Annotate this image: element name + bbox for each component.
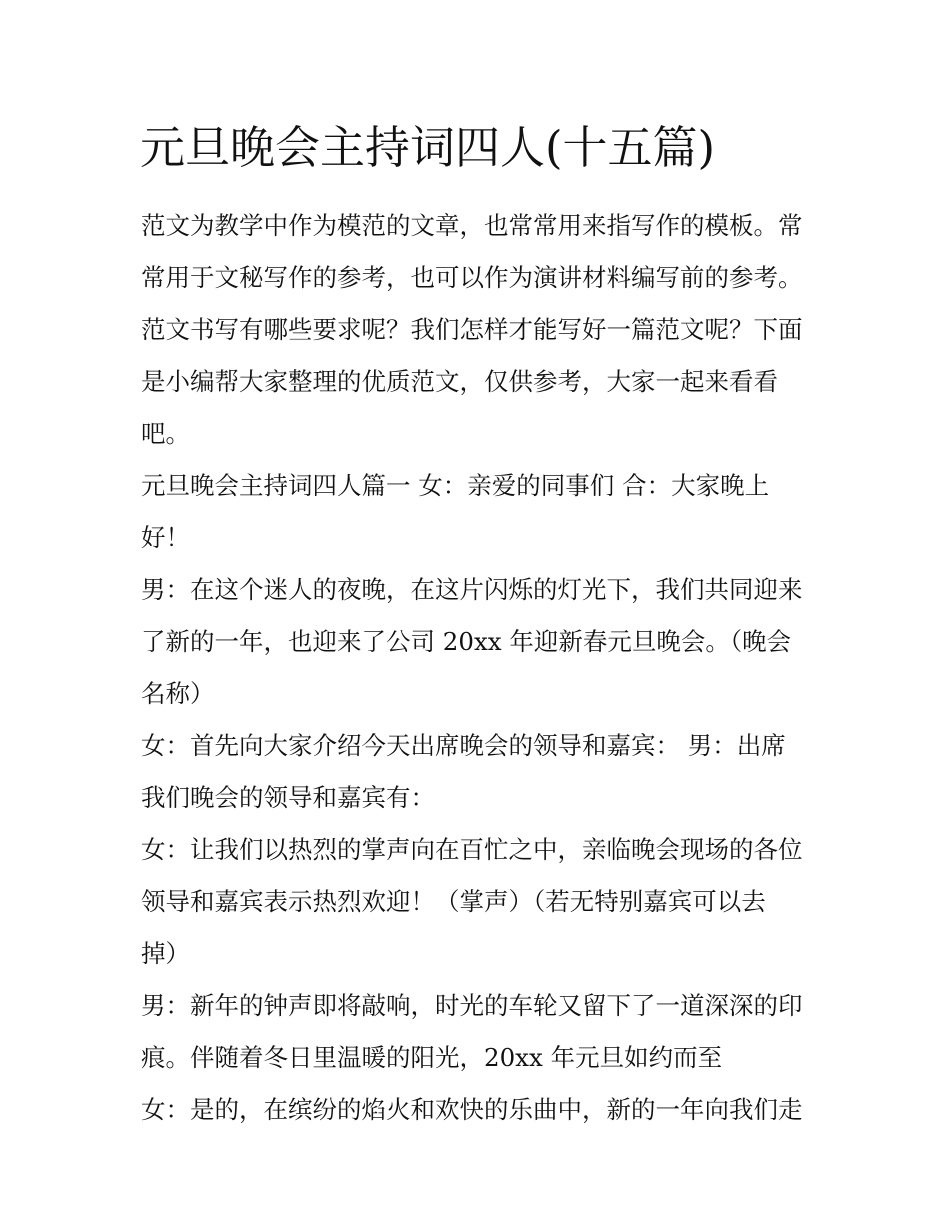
document-body [141, 200, 821, 1136]
text-line: 常用于文秘写作的参考，也可以作为演讲材料编写前的参考。 [141, 263, 803, 292]
text-line: 我们晚会的领导和嘉宾有： [141, 783, 435, 812]
text-line: 好！ [141, 523, 190, 552]
paragraph-female-2 [141, 824, 821, 980]
paragraph-female-3 [141, 1084, 821, 1136]
text-line: 名称） [141, 679, 215, 708]
text-line: 男：新年的钟声即将敲响，时光的车轮又留下了一道深深的印 [141, 991, 803, 1020]
text-line: 女：让我们以热烈的掌声向在百忙之中，亲临晚会现场的各位 [141, 835, 803, 864]
paragraph-male-1 [141, 564, 821, 720]
text-line: 了新的一年，也迎来了公司 20xx 年迎新春元旦晚会。（晚会 [141, 627, 792, 656]
paragraph-intro [141, 200, 821, 460]
text-line: 范文为教学中作为模范的文章，也常常用来指写作的模板。常 [141, 211, 803, 240]
text-line: 元旦晚会主持词四人篇一 女：亲爱的同事们 合：大家晚上 [141, 471, 770, 500]
text-line: 女：首先向大家介绍今天出席晚会的领导和嘉宾： 男：出席 [141, 731, 786, 760]
text-line: 范文书写有哪些要求呢？我们怎样才能写好一篇范文呢？下面 [141, 315, 803, 344]
text-line: 男：在这个迷人的夜晚，在这片闪烁的灯光下，我们共同迎来 [141, 575, 803, 604]
text-line: 吧。 [141, 419, 190, 448]
text-line: 痕。伴随着冬日里温暖的阳光，20xx 年元旦如约而至 [141, 1043, 723, 1072]
text-line: 是小编帮大家整理的优质范文，仅供参考，大家一起来看看 [141, 367, 778, 396]
paragraph-male-2 [141, 980, 821, 1084]
text-line: 掉） [141, 939, 190, 968]
document-title: 元旦晚会主持词四人(十五篇) [140, 121, 716, 174]
text-line: 领导和嘉宾表示热烈欢迎！（掌声）（若无特别嘉宾可以去 [141, 887, 766, 916]
paragraph-opening [141, 460, 821, 564]
text-line: 女：是的，在缤纷的焰火和欢快的乐曲中，新的一年向我们走 [141, 1095, 803, 1124]
paragraph-female-1 [141, 720, 821, 824]
